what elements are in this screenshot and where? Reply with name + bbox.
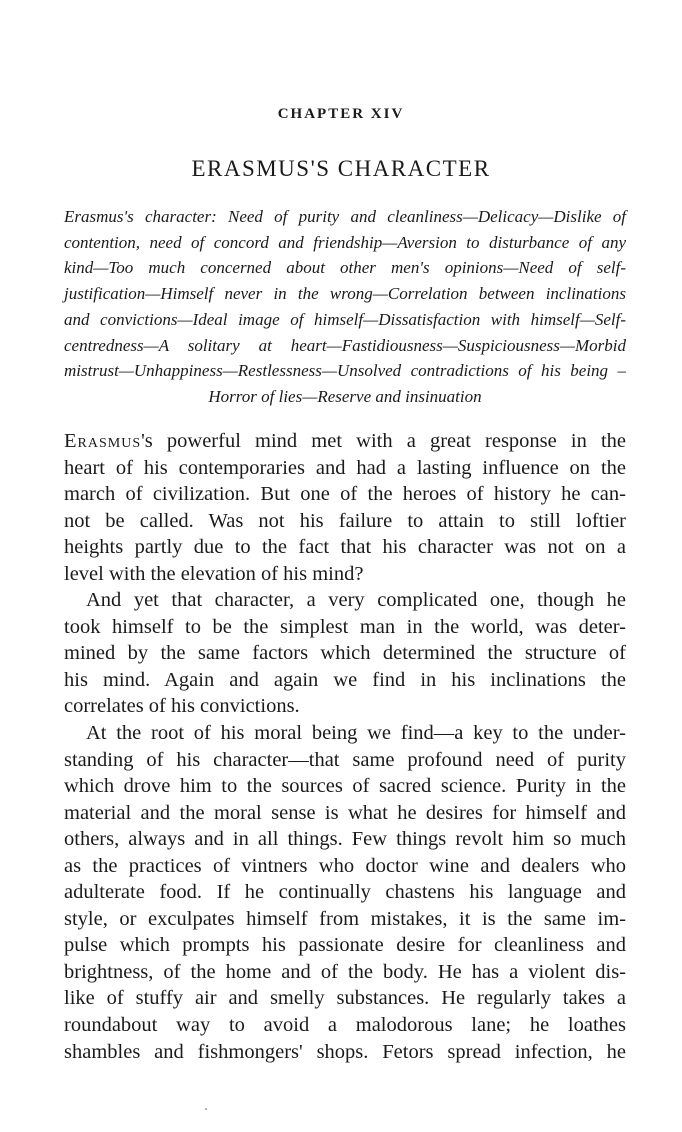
paragraph-line: brightness, of the home and of the body. He has a violent dis-: [64, 960, 626, 983]
paragraph-1-first-line: [64, 428, 626, 455]
summary-line: and convictions—Ideal image of himself—Dissatisfaction with himself—Self-: [64, 309, 626, 329]
paragraph-line: march of civilization. But one of the heroes of history he can-: [64, 483, 626, 506]
summary-line: mistrust—Unhappiness—Restlessness—Unsolved contradictions of his being –: [64, 361, 626, 381]
paragraph-line: shambles and fishmongers' shops. Fetors spread infection, he: [64, 1040, 626, 1063]
summary-line: Horror of lies—Reserve and insinuation: [208, 386, 482, 406]
paragraph-line: material and the moral sense is what he desires for himself and: [64, 801, 626, 824]
paragraph-line: style, or exculpates himself from mistakes, it is the same im-: [64, 907, 626, 930]
paragraph-line: like of stuffy air and smelly substances. He regularly takes a: [64, 987, 626, 1010]
body-text: [64, 428, 626, 1065]
paragraph-line: not be called. Was not his failure to attain to still loftier: [64, 509, 626, 532]
summary-line: contention, need of concord and friendship—Aversion to disturbance of any: [64, 232, 626, 252]
lead-rest: 's powerful mind met with a great response in the: [141, 430, 626, 452]
chapter-title: ERASMUS'S CHARACTER: [191, 156, 491, 181]
paragraph-line: took himself to be the simplest man in the world, was deter-: [64, 615, 626, 638]
paragraph-line: And yet that character, a very complicated one, though he: [86, 589, 626, 612]
summary-line: kind—Too much concerned about other men's opinions—Need of self-: [64, 258, 626, 278]
paragraph-line: level with the elevation of his mind?: [64, 562, 364, 585]
scan-speck: [205, 1108, 207, 1110]
paragraph-line: roundabout way to avoid a malodorous lane; he loathes: [64, 1014, 626, 1037]
paragraph-line: others, always and in all things. Few things revolt him so much: [64, 828, 626, 851]
paragraph-line: which drove him to the sources of sacred science. Purity in the: [64, 775, 626, 798]
paragraph-line: At the root of his moral being we find—a key to the under-: [86, 722, 626, 745]
paragraph-line: heights partly due to the fact that his character was not on a: [64, 536, 626, 559]
summary-line: Erasmus's character: Need of purity and cleanliness—Delicacy—Dislike of: [64, 207, 626, 226]
paragraph-line: mined by the same factors which determined the structure of: [64, 642, 626, 665]
chapter-number: CHAPTER XIV: [277, 106, 405, 122]
paragraph-line: heart of his contemporaries and had a lasting influence on the: [64, 456, 626, 479]
summary-line: justification—Himself never in the wrong—Correlation between inclinations: [64, 284, 626, 304]
chapter-summary: [64, 204, 626, 410]
lead-word: Erasmus: [64, 430, 142, 452]
paragraph-line: standing of his character—that same profound need of purity: [64, 748, 626, 771]
paragraph-line: his mind. Again and again we find in his inclinations the: [64, 668, 626, 691]
paragraph-line: as the practices of vintners who doctor wine and dealers who: [64, 854, 626, 877]
paragraph-line: pulse which prompts his passionate desire for cleanliness and: [64, 934, 626, 957]
summary-line: centredness—A solitary at heart—Fastidiousness—Suspiciousness—Morbid: [64, 335, 626, 355]
paragraph-line: adulterate food. If he continually chastens his language and: [64, 881, 626, 904]
paragraph-line: correlates of his convictions.: [64, 695, 300, 718]
